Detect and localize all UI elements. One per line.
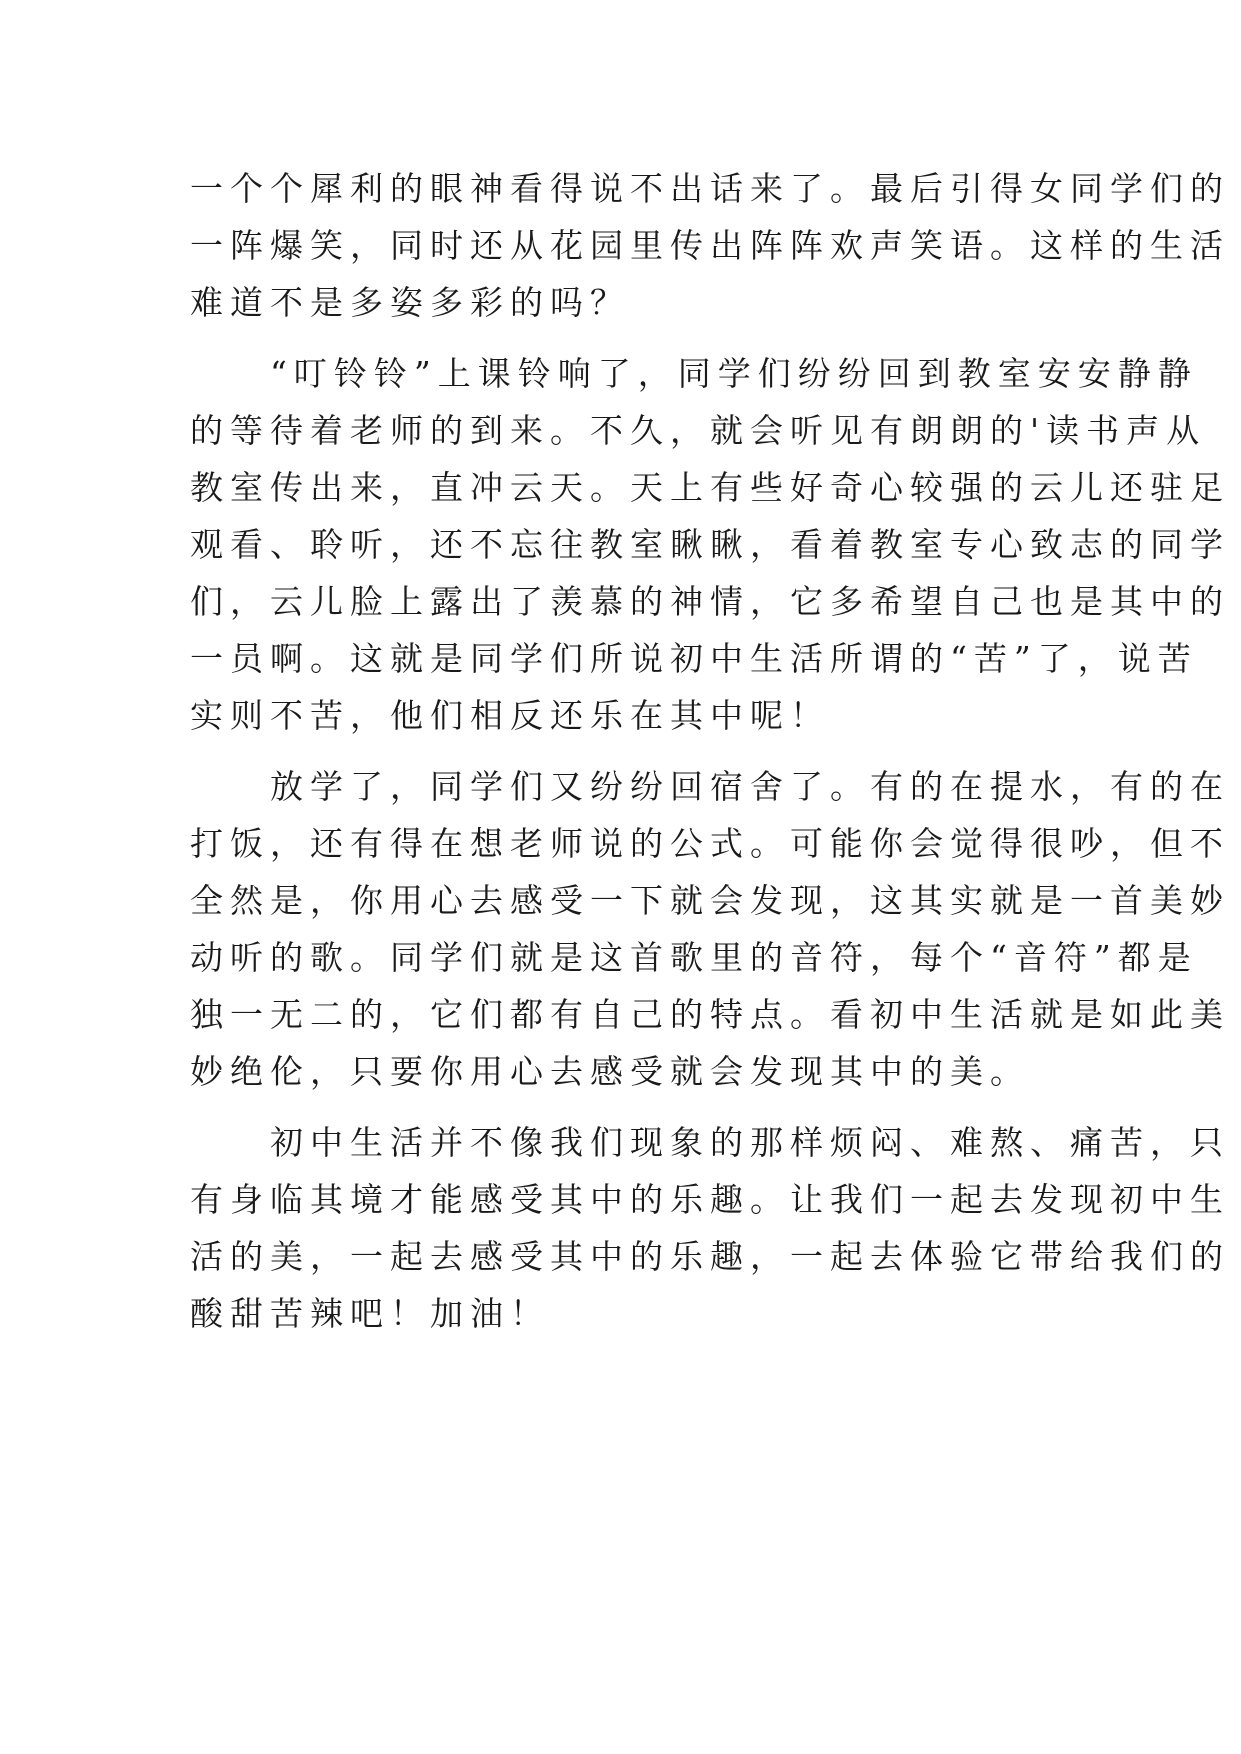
text-line: 打饭，还有得在想老师说的公式。可能你会觉得很吵，但不	[190, 824, 1230, 863]
text-line: 教室传出来，直冲云天。天上有些好奇心较强的云儿还驻足	[190, 468, 1230, 507]
text-line: 动听的歌。同学们就是这首歌里的音符，每个“音符”都是	[190, 938, 1198, 977]
text-line: 酸甜苦辣吧！加油！	[190, 1294, 550, 1333]
paragraph-3	[190, 758, 1230, 1100]
text-line: 一员啊。这就是同学们所说初中生活所谓的“苦”了，说苦	[190, 639, 1198, 678]
text-line: 初中生活并不像我们现象的那样烦闷、难熬、痛苦，只	[270, 1123, 1230, 1162]
text-line: 观看、聆听，还不忘往教室瞅瞅，看着教室专心致志的同学	[190, 525, 1230, 564]
text-line: “叮铃铃”上课铃响了，同学们纷纷回到教室安安静静	[270, 354, 1198, 393]
text-line: 一阵爆笑，同时还从花园里传出阵阵欢声笑语。这样的生活	[190, 226, 1230, 265]
text-line: 独一无二的，它们都有自己的特点。看初中生活就是如此美	[190, 995, 1230, 1034]
text-line: 放学了，同学们又纷纷回宿舍了。有的在提水，有的在	[270, 767, 1230, 806]
text-line: 全然是，你用心去感受一下就会发现，这其实就是一首美妙	[190, 881, 1230, 920]
paragraph-2	[190, 345, 1230, 744]
text-line: 有身临其境才能感受其中的乐趣。让我们一起去发现初中生	[190, 1180, 1230, 1219]
essay-body	[190, 160, 1230, 1342]
text-line: 妙绝伦，只要你用心去感受就会发现其中的美。	[190, 1052, 1030, 1091]
text-line: 难道不是多姿多彩的吗？	[190, 283, 630, 322]
text-line: 活的美，一起去感受其中的乐趣，一起去体验它带给我们的	[190, 1237, 1230, 1276]
text-line: 的等待着老师的到来。不久，就会听见有朗朗的'读书声从	[190, 411, 1207, 450]
text-line: 一个个犀利的眼神看得说不出话来了。最后引得女同学们的	[190, 169, 1230, 208]
paragraph-1	[190, 160, 1230, 331]
paragraph-4	[190, 1114, 1230, 1342]
text-line: 们，云儿脸上露出了羡慕的神情，它多希望自己也是其中的	[190, 582, 1230, 621]
text-line: 实则不苦，他们相反还乐在其中呢！	[190, 696, 830, 735]
